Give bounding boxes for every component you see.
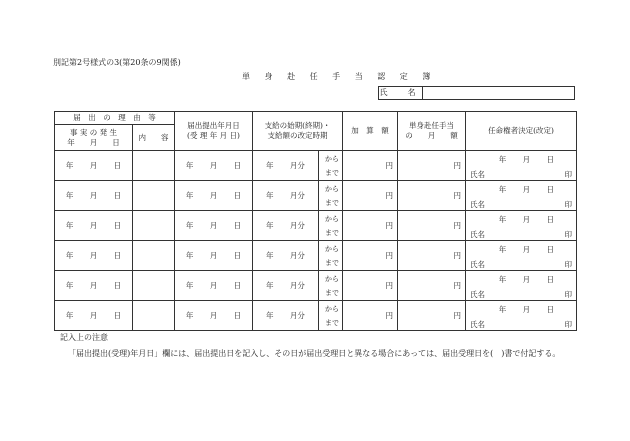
approval-cell[interactable]: [466, 151, 577, 181]
content-cell[interactable]: [133, 241, 175, 271]
until-label: まで: [325, 198, 340, 207]
addition-cell[interactable]: 円: [343, 151, 398, 181]
filed-date-cell[interactable]: 年 月 日: [175, 241, 253, 271]
from-label: から: [325, 274, 340, 283]
addition-cell[interactable]: 円: [343, 301, 398, 331]
filed-date-cell[interactable]: 年 月 日: [175, 151, 253, 181]
from-until-cell: [319, 181, 343, 211]
monthly-cell[interactable]: 円: [398, 301, 466, 331]
period-cell[interactable]: 年 月分: [253, 181, 319, 211]
col-content: 内 容: [133, 125, 175, 151]
fact-date-cell[interactable]: 年 月 日: [55, 151, 133, 181]
form-id: 別記第2号様式の3(第20条の9関係): [53, 58, 181, 67]
from-label: から: [325, 184, 340, 193]
addition-cell[interactable]: 円: [343, 271, 398, 301]
addition-cell[interactable]: 円: [343, 241, 398, 271]
notes-body: 「届出提出(受理)年月日」欄には、届出提出日を記入し、その日が届出受理日と異なる場合にあっては、届出受理日を( )書で付記する。: [68, 349, 561, 358]
table-row: [55, 241, 577, 271]
fact-date-cell[interactable]: 年 月 日: [55, 181, 133, 211]
until-label: まで: [325, 288, 340, 297]
from-until-cell: [319, 211, 343, 241]
seal-mark: 印: [564, 290, 573, 299]
approval-name-label: 氏名: [470, 230, 486, 239]
approval-cell[interactable]: [466, 241, 577, 271]
seal-mark: 印: [564, 320, 573, 329]
table-row: [55, 181, 577, 211]
table-row: [55, 301, 577, 331]
col-fact-date-line1: 事 実 の 発 生: [69, 127, 118, 137]
filed-date-cell[interactable]: 年 月 日: [175, 301, 253, 331]
col-fact-date-line2: 年 月 日: [67, 137, 120, 147]
fact-date-cell[interactable]: 年 月 日: [55, 211, 133, 241]
from-until-cell: [319, 241, 343, 271]
approval-cell[interactable]: [466, 271, 577, 301]
seal-mark: 印: [564, 200, 573, 209]
approval-name-label: 氏名: [470, 200, 486, 209]
until-label: まで: [325, 168, 340, 177]
col-monthly-line2: の 月 額: [405, 131, 458, 140]
content-cell[interactable]: [133, 151, 175, 181]
table-row: [55, 151, 577, 181]
period-cell[interactable]: 年 月分: [253, 241, 319, 271]
until-label: まで: [325, 258, 340, 267]
monthly-cell[interactable]: 円: [398, 181, 466, 211]
col-filed-line2: (受 理 年 月 日): [187, 131, 240, 140]
monthly-cell[interactable]: 円: [398, 241, 466, 271]
col-approval: 任命権者決定(改定): [466, 112, 577, 151]
seal-mark: 印: [564, 230, 573, 239]
fact-date-cell[interactable]: 年 月 日: [55, 271, 133, 301]
approval-date: 年 月 日: [498, 155, 555, 164]
approval-cell[interactable]: [466, 211, 577, 241]
col-addition: 加 算 額: [343, 112, 398, 151]
col-period: [253, 112, 343, 151]
period-cell[interactable]: 年 月分: [253, 151, 319, 181]
col-notification: 届 出 の 理 由 等: [55, 112, 175, 125]
content-cell[interactable]: [133, 301, 175, 331]
notes-heading: 記入上の注意: [60, 333, 108, 342]
approval-date: 年 月 日: [498, 215, 555, 224]
filed-date-cell[interactable]: 年 月 日: [175, 181, 253, 211]
table-row: [55, 271, 577, 301]
approval-name-label: 氏名: [470, 170, 486, 179]
approval-name-label: 氏名: [470, 290, 486, 299]
monthly-cell[interactable]: 円: [398, 271, 466, 301]
col-period-line1: 支給の始期(終期)・: [264, 121, 331, 130]
col-monthly-line1: 単身赴任手当: [409, 121, 455, 130]
from-label: から: [325, 304, 340, 313]
filed-date-cell[interactable]: 年 月 日: [175, 271, 253, 301]
content-cell[interactable]: [133, 181, 175, 211]
register-table: [54, 111, 577, 331]
monthly-cell[interactable]: 円: [398, 151, 466, 181]
approval-cell[interactable]: [466, 301, 577, 331]
name-box: [378, 86, 575, 100]
from-label: から: [325, 154, 340, 163]
col-filed-line1: 届出提出年月日: [187, 121, 240, 130]
until-label: まで: [325, 228, 340, 237]
content-cell[interactable]: [133, 211, 175, 241]
col-monthly: [398, 112, 466, 151]
from-label: から: [325, 244, 340, 253]
addition-cell[interactable]: 円: [343, 181, 398, 211]
seal-mark: 印: [564, 260, 573, 269]
from-label: から: [325, 214, 340, 223]
from-until-cell: [319, 301, 343, 331]
fact-date-cell[interactable]: 年 月 日: [55, 241, 133, 271]
approval-cell[interactable]: [466, 181, 577, 211]
content-cell[interactable]: [133, 271, 175, 301]
col-fact-date: [55, 125, 133, 151]
from-until-cell: [319, 271, 343, 301]
approval-name-label: 氏名: [470, 260, 486, 269]
col-period-line2: 支給額の改定時期: [267, 131, 328, 140]
approval-date: 年 月 日: [498, 245, 555, 254]
period-cell[interactable]: 年 月分: [253, 211, 319, 241]
name-label: 氏 名: [379, 88, 422, 97]
table-row: [55, 211, 577, 241]
monthly-cell[interactable]: 円: [398, 211, 466, 241]
filed-date-cell[interactable]: 年 月 日: [175, 211, 253, 241]
approval-date: 年 月 日: [498, 185, 555, 194]
seal-mark: 印: [564, 170, 573, 179]
approval-name-label: 氏名: [470, 320, 486, 329]
until-label: まで: [325, 318, 340, 327]
fact-date-cell[interactable]: 年 月 日: [55, 301, 133, 331]
approval-date: 年 月 日: [498, 275, 555, 284]
approval-date: 年 月 日: [498, 305, 555, 314]
addition-cell[interactable]: 円: [343, 211, 398, 241]
from-until-cell: [319, 151, 343, 181]
page-title: 単 身 赴 任 手 当 認 定 簿: [242, 72, 437, 81]
period-cell[interactable]: 年 月分: [253, 271, 319, 301]
col-filed: [175, 112, 253, 151]
period-cell[interactable]: 年 月分: [253, 301, 319, 331]
